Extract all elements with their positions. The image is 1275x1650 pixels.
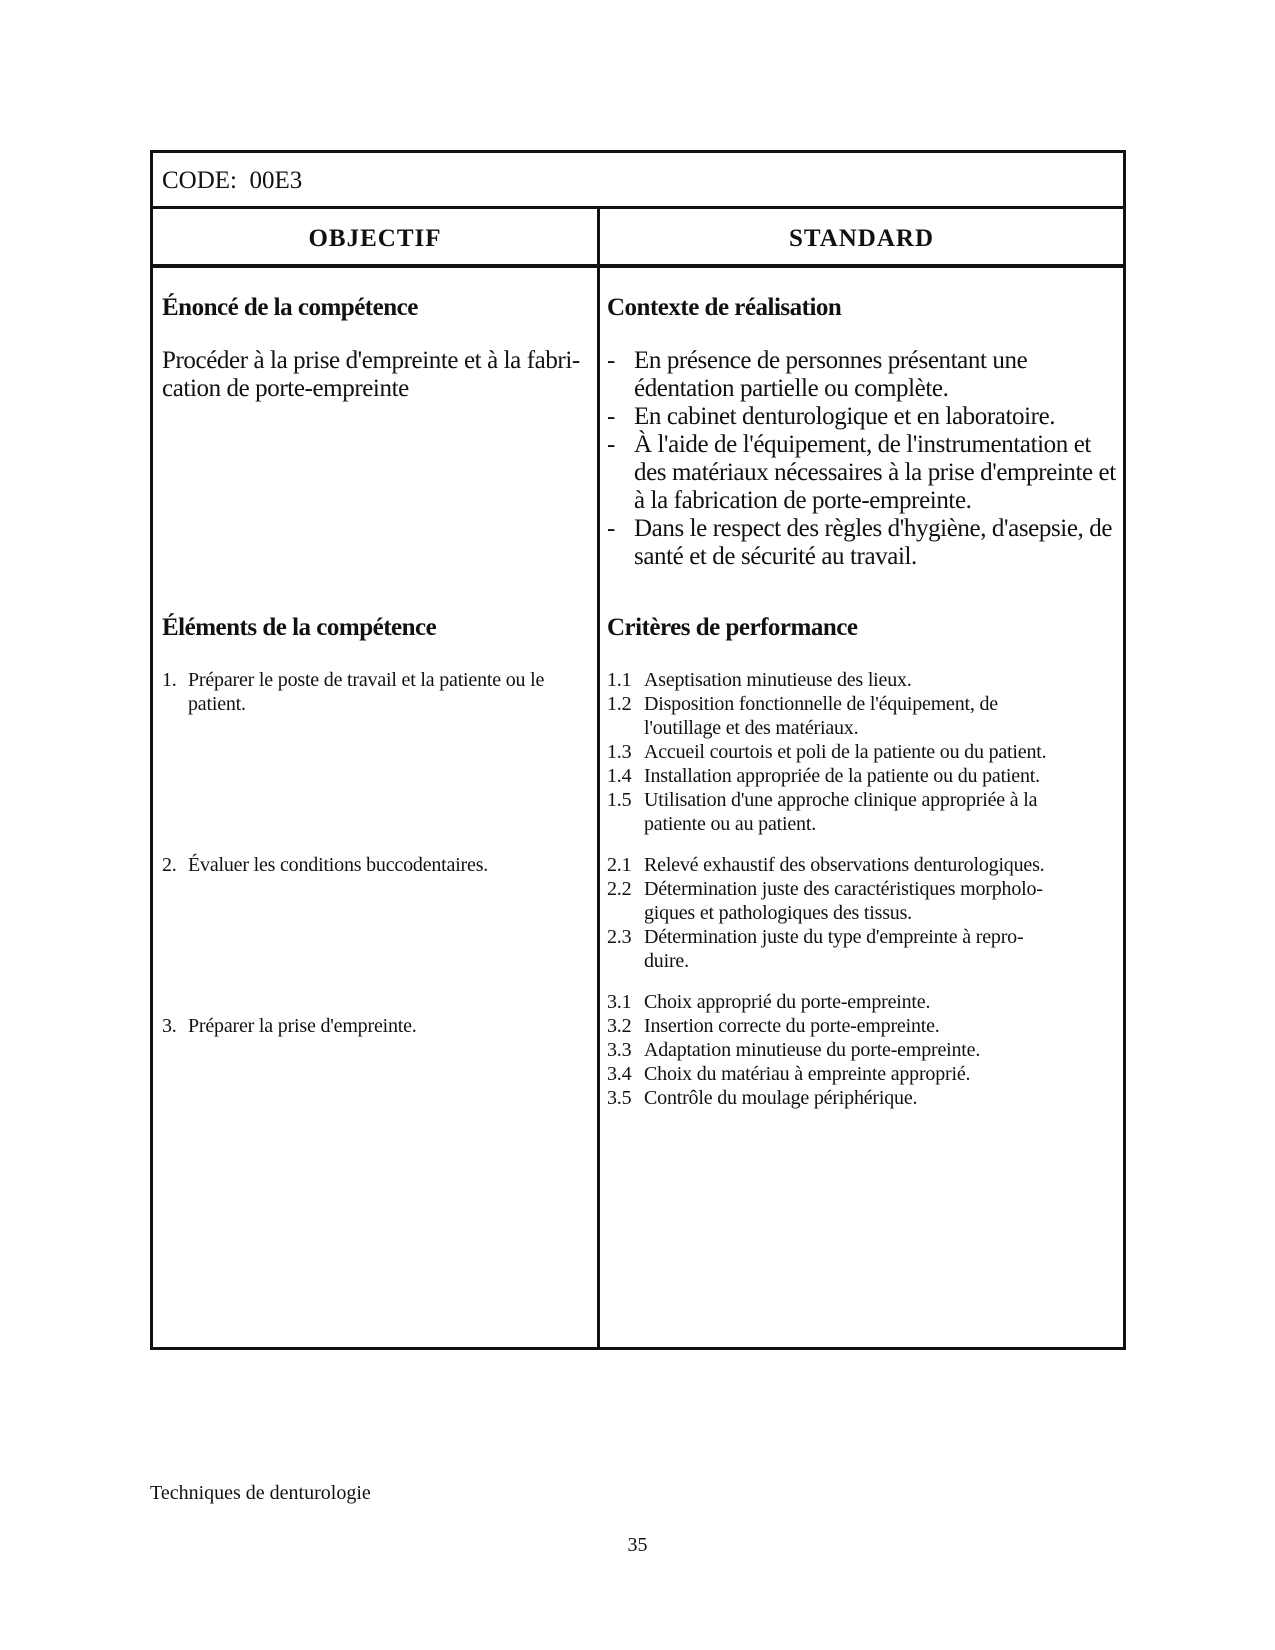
critere-item: 1.5 Utilisation d'une approche clinique appropriée à la patiente ou au patient. <box>607 789 1038 835</box>
column-divider <box>597 206 600 1347</box>
elements-section <box>162 614 590 642</box>
enonce-title: Énoncé de la compétence <box>162 294 418 321</box>
contexte-item: - À l'aide de l'équipement, de l'instrumentation et des matériaux nécessaires à la prise d'empreinte et à la fabrication de porte-empreinte. <box>607 431 1116 514</box>
critere-item: 3.3 Adaptation minutieuse du porte-empreinte. <box>607 1039 981 1061</box>
critere-item: 3.5 Contrôle du moulage périphérique. <box>607 1087 918 1109</box>
standard-column <box>607 268 1117 1347</box>
enonce-text: Procéder à la prise d'empreinte et à la fabri- cation de porte-empreinte <box>162 347 580 402</box>
code-label: CODE: <box>162 167 237 194</box>
page-number: 35 <box>627 1534 648 1556</box>
critere-item: 1.3 Accueil courtois et poli de la patiente ou du patient. <box>607 741 1047 763</box>
contexte-list <box>607 347 1117 571</box>
standard-header: STANDARD <box>788 225 935 252</box>
program-title: Techniques de denturologie <box>150 1482 371 1504</box>
header-row <box>153 209 1123 268</box>
elements-title: Éléments de la compétence <box>162 614 437 641</box>
code-row <box>153 153 1123 209</box>
contexte-item: - En présence de personnes présentant une édentation partielle ou complète. <box>607 347 1028 402</box>
critere-item: 1.4 Installation appropriée de la patiente ou du patient. <box>607 765 1040 787</box>
critere-item: 2.3 Détermination juste du type d'empreinte à repro- duire. <box>607 926 1024 972</box>
contexte-item: - Dans le respect des règles d'hygiène, d'asepsie, de santé et de sécurité au travail. <box>607 515 1113 570</box>
element-item: 1. Préparer le poste de travail et la patiente ou le patient. <box>162 669 545 715</box>
critere-item: 2.2 Détermination juste des caractéristiques morpholo- giques et pathologiques des tissus. <box>607 878 1043 924</box>
critere-item: 1.2 Disposition fonctionnelle de l'équipement, de l'outillage et des matériaux. <box>607 693 998 739</box>
competency-table <box>150 150 1126 1350</box>
criteres-title: Critères de performance <box>607 614 858 641</box>
criteres-group-3 <box>607 990 1117 1110</box>
criteres-group-2 <box>607 853 1117 973</box>
element-item: 3. Préparer la prise d'empreinte. <box>162 1015 417 1037</box>
critere-item: 3.2 Insertion correcte du porte-empreinte. <box>607 1015 940 1037</box>
criteres-section <box>607 614 1117 642</box>
critere-item: 1.1 Aseptisation minutieuse des lieux. <box>607 669 912 691</box>
critere-item: 2.1 Relevé exhaustif des observations denturologiques. <box>607 854 1045 876</box>
critere-item: 3.1 Choix approprié du porte-empreinte. <box>607 991 931 1013</box>
contexte-title: Contexte de réalisation <box>607 294 842 321</box>
element-item: 2. Évaluer les conditions buccodentaires. <box>162 854 489 876</box>
objectif-column <box>162 268 590 1347</box>
code-value: 00E3 <box>249 167 303 194</box>
objectif-header: OBJECTIF <box>308 225 442 252</box>
enonce-section <box>162 294 590 403</box>
critere-item: 3.4 Choix du matériau à empreinte approprié. <box>607 1063 971 1085</box>
criteres-group-1 <box>607 668 1117 836</box>
contexte-section <box>607 294 1117 571</box>
contexte-item: - En cabinet denturologique et en laboratoire. <box>607 403 1056 430</box>
